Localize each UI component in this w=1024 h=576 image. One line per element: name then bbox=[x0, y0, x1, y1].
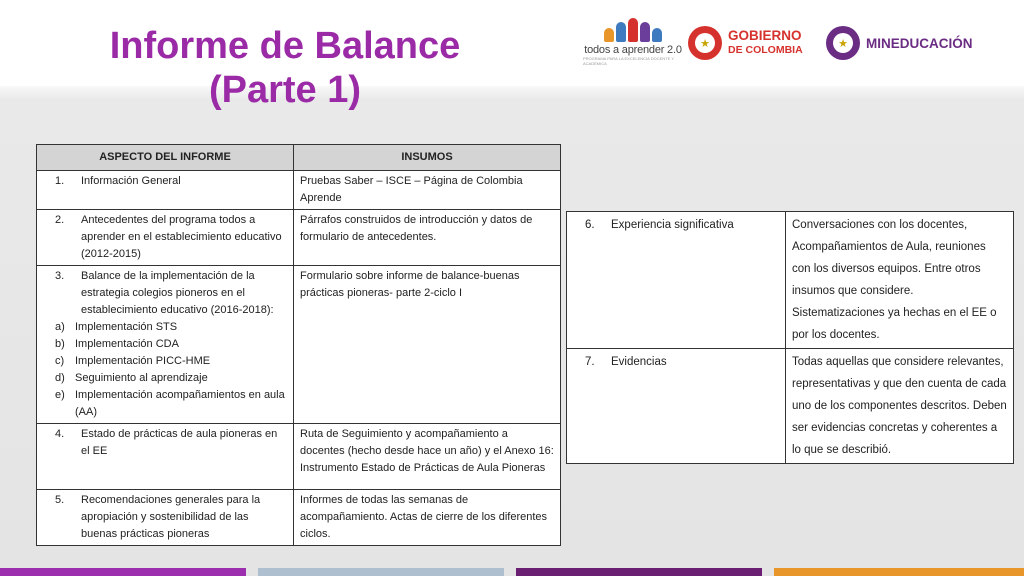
list-item: d) Seguimiento al aprendizaje bbox=[55, 372, 208, 384]
todos-a-aprender-logo bbox=[583, 18, 683, 72]
todos-logo-subtext: PROGRAMA PARA LA EXCELENCIA DOCENTE Y ACADÉMICA bbox=[583, 56, 674, 66]
insumo-text: Conversaciones con los docentes, Acompañamientos de Aula, reuniones con los diversos equipos. Entre otros insumos que considere. Sistematizaciones ya hechas en el EE o por los docentes. bbox=[786, 212, 1014, 349]
insumo-text: Párrafos construidos de introducción y datos de formulario de antecedentes. bbox=[294, 210, 561, 266]
mineducacion-logo-text: MINEDUCACIÓN bbox=[866, 35, 973, 51]
people-icon bbox=[604, 18, 662, 42]
footer-stripe-purple bbox=[0, 568, 246, 576]
insumo-text: Ruta de Seguimiento y acompañamiento a docentes (hecho desde hace un año) y el Anexo 16: Instrumento Estado de Prácticas de Aula Pioneras bbox=[294, 424, 561, 490]
gobierno-line-1: GOBIERNO bbox=[728, 28, 802, 43]
colombia-seal-icon: ★ bbox=[826, 26, 860, 60]
column-header-aspecto: ASPECTO DEL INFORME bbox=[37, 145, 294, 171]
aspect-text: Recomendaciones generales para la apropiación y sostenibilidad de las buenas prácticas pioneras bbox=[81, 494, 261, 540]
mineducacion-logo bbox=[826, 26, 973, 60]
row-number: 7. bbox=[585, 356, 595, 368]
gobierno-logo bbox=[688, 26, 803, 60]
title-line-1: Informe de Balance bbox=[109, 25, 461, 67]
row-number: 4. bbox=[55, 428, 65, 440]
insumo-text: Pruebas Saber – ISCE – Página de Colombia Aprende bbox=[294, 171, 561, 210]
aspect-text: Balance de la implementación de la estrategia colegios pioneros en el establecimiento educativo (2016-2018): bbox=[81, 270, 274, 316]
list-item: e) Implementación acompañamientos en aula (AA) bbox=[55, 389, 285, 418]
table-row bbox=[37, 171, 561, 210]
aspect-text: Experiencia significativa bbox=[611, 219, 734, 231]
table-row bbox=[37, 210, 561, 266]
table-header-row bbox=[37, 145, 561, 171]
column-header-insumos: INSUMOS bbox=[294, 145, 561, 171]
todos-logo-text: todos a aprender 2.0 bbox=[584, 44, 682, 56]
table-row bbox=[37, 490, 561, 546]
row-number: 1. bbox=[55, 175, 65, 187]
subitem-list bbox=[43, 319, 287, 421]
aspect-text: Estado de prácticas de aula pioneras en el EE bbox=[81, 428, 278, 457]
footer-stripe-dark-purple bbox=[516, 568, 762, 576]
table-row bbox=[567, 349, 1014, 464]
table-row bbox=[37, 266, 561, 424]
aspects-table-continued bbox=[566, 211, 1014, 464]
aspect-text: Evidencias bbox=[611, 356, 667, 368]
gobierno-logo-text bbox=[728, 29, 803, 57]
footer-stripe-orange bbox=[774, 568, 1024, 576]
insumo-text: Formulario sobre informe de balance-buenas prácticas pioneras- parte 2-ciclo I bbox=[294, 266, 561, 424]
footer-stripe-blue bbox=[258, 568, 504, 576]
aspect-text: Antecedentes del programa todos a aprender en el establecimiento educativo (2012-2015) bbox=[81, 214, 282, 260]
row-number: 2. bbox=[55, 214, 65, 226]
list-item: b) Implementación CDA bbox=[55, 338, 179, 350]
table-row bbox=[567, 212, 1014, 349]
list-item: a) Implementación STS bbox=[55, 321, 178, 333]
row-number: 3. bbox=[55, 270, 65, 282]
title-line-2: (Parte 1) bbox=[208, 69, 362, 111]
page-title bbox=[70, 24, 500, 112]
aspect-text: Información General bbox=[81, 175, 181, 187]
insumo-text: Informes de todas las semanas de acompañamiento. Actas de cierre de los diferentes ciclos. bbox=[294, 490, 561, 546]
colombia-seal-icon: ★ bbox=[688, 26, 722, 60]
gobierno-line-2: DE COLOMBIA bbox=[728, 44, 803, 56]
insumo-text: Todas aquellas que considere relevantes, representativas y que den cuenta de cada uno de los componentes descritos. Deben ser evidencias concretas y coherentes a lo que se describió. bbox=[786, 349, 1014, 464]
aspects-table bbox=[36, 144, 561, 546]
row-number: 5. bbox=[55, 494, 65, 506]
list-item: c) Implementación PICC-HME bbox=[55, 355, 211, 367]
row-number: 6. bbox=[585, 219, 595, 231]
table-row bbox=[37, 424, 561, 490]
